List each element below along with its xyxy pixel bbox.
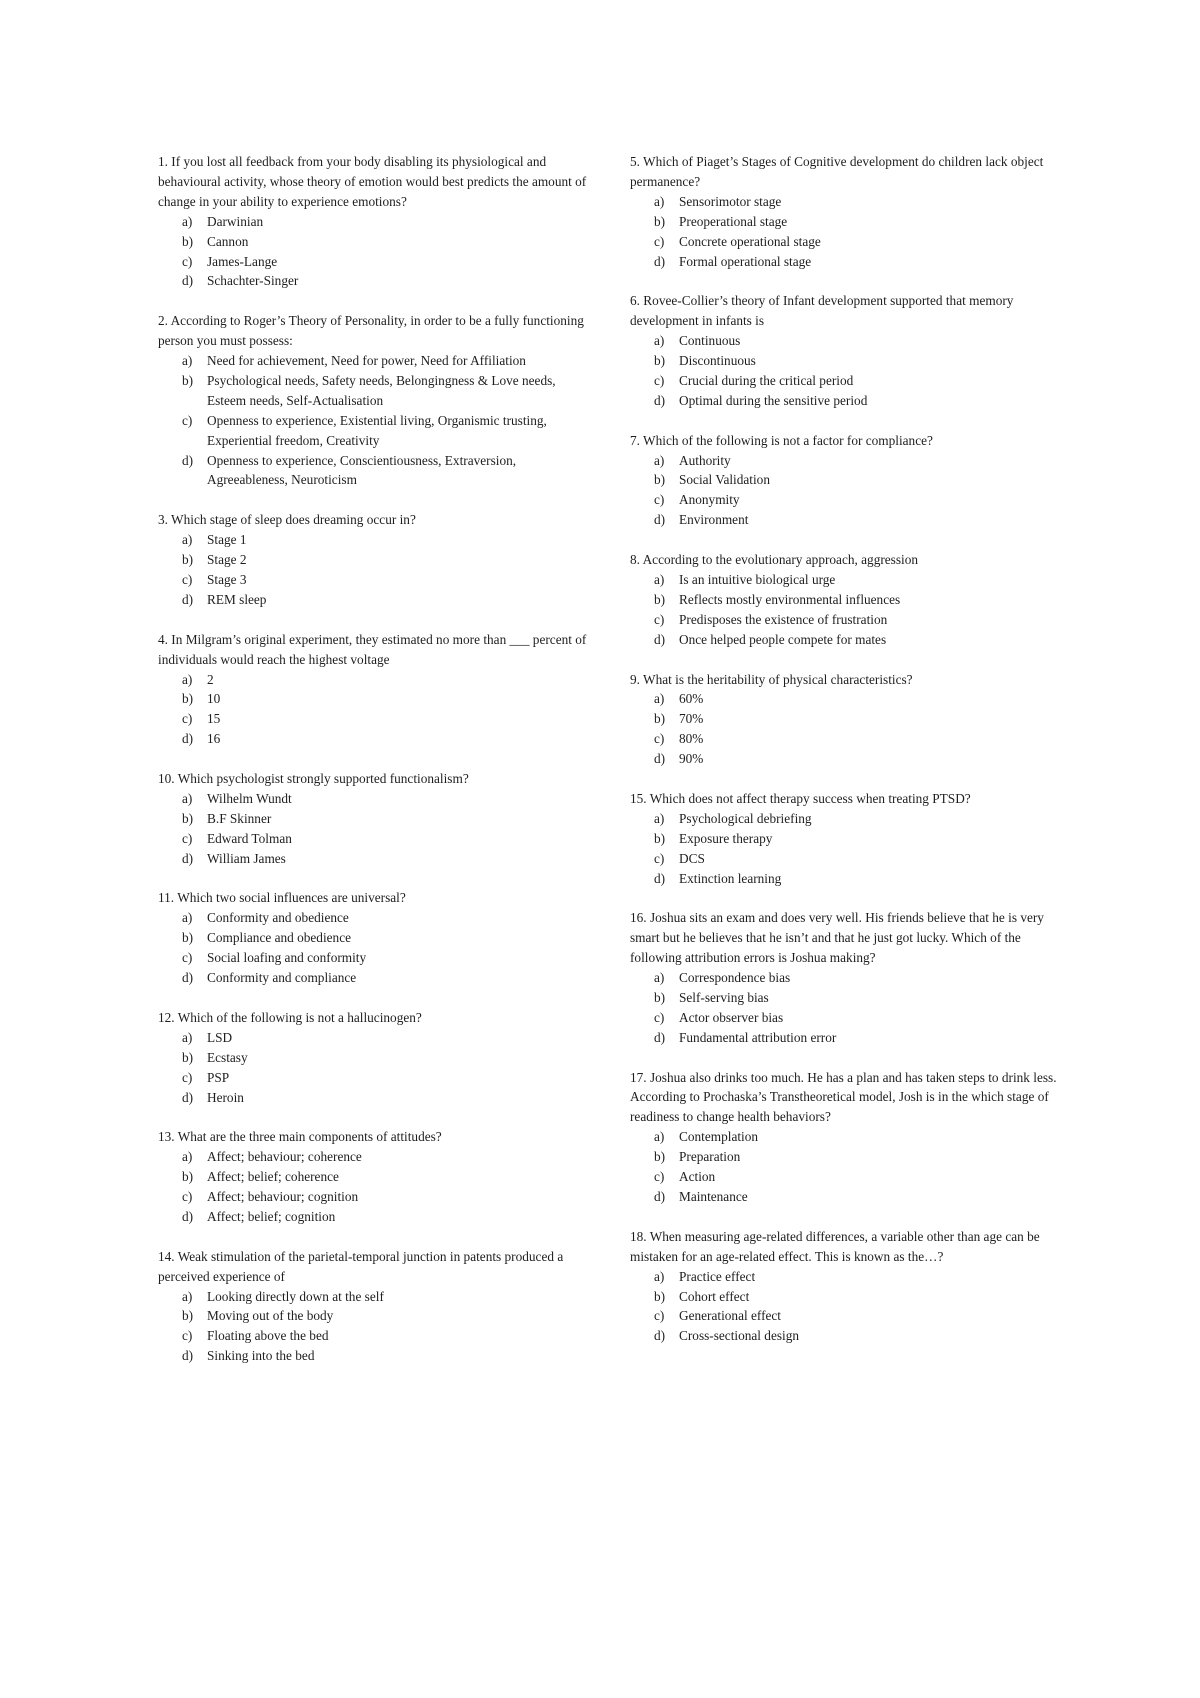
option-letter: a) (654, 810, 665, 826)
answer-option (630, 252, 1070, 272)
question-stem: 9. What is the heritability of physical characteristics? (630, 671, 913, 687)
answer-options (158, 351, 598, 490)
option-letter: c) (182, 1189, 193, 1205)
option-letter: a) (182, 1029, 193, 1045)
option-letter: a) (182, 532, 193, 548)
answer-option (630, 1306, 1070, 1326)
option-letter: a) (182, 353, 193, 369)
option-letter: b) (654, 989, 666, 1005)
answer-option (630, 1187, 1070, 1207)
option-text: 10 (207, 691, 221, 707)
answer-option (158, 1207, 598, 1227)
answer-option (630, 1267, 1070, 1287)
answer-option (630, 1127, 1070, 1147)
option-letter: b) (182, 233, 194, 249)
option-letter: d) (654, 1029, 666, 1045)
answer-option (630, 570, 1070, 590)
answer-option (158, 590, 598, 610)
option-letter: d) (654, 253, 666, 269)
answer-option (158, 829, 598, 849)
option-text: Crucial during the critical period (679, 372, 854, 388)
answer-option (630, 351, 1070, 371)
answer-option (158, 371, 598, 411)
option-text: DCS (679, 850, 705, 866)
option-letter: b) (654, 1288, 666, 1304)
answer-option (630, 709, 1070, 729)
answer-option (630, 869, 1070, 889)
option-text: Wilhelm Wundt (207, 790, 292, 806)
question-block (158, 630, 598, 749)
answer-options (630, 451, 1070, 531)
option-letter: c) (182, 1069, 193, 1085)
option-letter: a) (654, 452, 665, 468)
option-letter: c) (654, 372, 665, 388)
answer-options (630, 689, 1070, 769)
question-stem: 5. Which of Piaget’s Stages of Cognitive development do children lack object permanence? (630, 154, 1044, 189)
option-text: Preoperational stage (679, 213, 788, 229)
answer-options (630, 1127, 1070, 1207)
question-stem: 1. If you lost all feedback from your body disabling its physiological and behavioural activity, whose theory of emotion would best predicts the amount of change in your ability to experience emotions? (158, 154, 587, 209)
option-letter: c) (654, 1308, 665, 1324)
question-block (630, 291, 1070, 410)
answer-option (630, 510, 1070, 530)
option-letter: d) (654, 870, 666, 886)
option-text: 90% (679, 751, 704, 767)
option-letter: d) (654, 751, 666, 767)
question-stem: 18. When measuring age-related differences, a variable other than age can be mistaken for an age-related effect. This is known as the…? (630, 1228, 1040, 1264)
answer-option (630, 1326, 1070, 1346)
answer-option (630, 630, 1070, 650)
answer-option (158, 1346, 598, 1366)
option-letter: a) (654, 1129, 665, 1145)
answer-option (158, 948, 598, 968)
option-text: Extinction learning (679, 870, 782, 886)
option-letter: a) (654, 193, 665, 209)
option-letter: d) (182, 452, 194, 468)
option-text: Ecstasy (207, 1049, 248, 1065)
option-letter: d) (182, 273, 194, 289)
option-letter: a) (654, 970, 665, 986)
option-text: Heroin (207, 1089, 244, 1105)
option-text: Affect; belief; coherence (207, 1169, 339, 1185)
option-letter: c) (182, 253, 193, 269)
answer-option (158, 212, 598, 232)
option-text: Schachter-Singer (207, 273, 299, 289)
answer-option (630, 829, 1070, 849)
answer-options (158, 1028, 598, 1108)
option-letter: d) (182, 1348, 194, 1364)
option-letter: b) (182, 1308, 194, 1324)
answer-option (630, 212, 1070, 232)
option-letter: b) (182, 1169, 194, 1185)
option-text: Environment (679, 512, 749, 528)
question-block (630, 1227, 1070, 1346)
option-letter: b) (182, 930, 194, 946)
option-text: 80% (679, 731, 704, 747)
option-letter: d) (182, 731, 194, 747)
answer-option (158, 670, 598, 690)
answer-option (630, 1167, 1070, 1187)
option-letter: b) (654, 472, 666, 488)
answer-option (158, 1088, 598, 1108)
option-text: PSP (207, 1069, 230, 1085)
answer-option (630, 232, 1070, 252)
answer-option (158, 570, 598, 590)
option-letter: c) (654, 1009, 665, 1025)
option-letter: d) (182, 1089, 194, 1105)
question-stem: 8. According to the evolutionary approach, aggression (630, 552, 919, 568)
option-text: Moving out of the body (207, 1308, 334, 1324)
answer-option (630, 192, 1070, 212)
option-text: 70% (679, 711, 704, 727)
answer-option (158, 1028, 598, 1048)
option-text: Action (679, 1169, 716, 1185)
right-question-column (630, 152, 1070, 1366)
answer-option (630, 968, 1070, 988)
answer-option (158, 1287, 598, 1307)
option-letter: d) (182, 850, 194, 866)
answer-option (630, 1287, 1070, 1307)
option-letter: c) (182, 830, 193, 846)
answer-option (158, 252, 598, 272)
answer-options (630, 809, 1070, 889)
answer-option (630, 729, 1070, 749)
answer-option (630, 490, 1070, 510)
answer-option (158, 968, 598, 988)
answer-options (158, 789, 598, 869)
answer-options (158, 212, 598, 292)
option-letter: a) (182, 1149, 193, 1165)
option-text: Cannon (207, 233, 249, 249)
answer-option (158, 1068, 598, 1088)
option-text: 15 (207, 711, 221, 727)
answer-option (158, 908, 598, 928)
option-letter: d) (654, 392, 666, 408)
question-stem: 4. In Milgram’s original experiment, they estimated no more than ___ percent of individuals would reach the highest voltage (158, 631, 587, 667)
answer-option (630, 331, 1070, 351)
question-block (158, 1127, 598, 1227)
option-text: Openness to experience, Conscientiousness, Extraversion, Agreeableness, Neuroticism (207, 452, 517, 488)
answer-option (630, 470, 1070, 490)
option-letter: a) (654, 333, 665, 349)
option-text: Affect; behaviour; cognition (207, 1189, 359, 1205)
question-stem: 17. Joshua also drinks too much. He has a plan and has taken steps to drink less. According to Prochaska’s Transtheoretical model, Josh is in the which stage of readiness to change health behaviors? (630, 1069, 1057, 1125)
option-letter: b) (654, 711, 666, 727)
question-stem: 6. Rovee-Collier’s theory of Infant development supported that memory development in infants is (630, 293, 1014, 329)
question-block (630, 670, 1070, 770)
option-text: Affect; belief; cognition (207, 1208, 336, 1224)
option-text: REM sleep (207, 591, 267, 607)
option-letter: a) (182, 1288, 193, 1304)
option-text: 60% (679, 691, 704, 707)
option-letter: c) (654, 492, 665, 508)
answer-option (158, 411, 598, 451)
option-letter: b) (182, 552, 194, 568)
option-letter: d) (654, 631, 666, 647)
option-letter: b) (182, 810, 194, 826)
answer-options (158, 1147, 598, 1227)
option-letter: c) (654, 611, 665, 627)
option-letter: c) (182, 711, 193, 727)
option-text: Looking directly down at the self (207, 1288, 384, 1304)
option-text: Correspondence bias (679, 970, 791, 986)
option-text: Maintenance (679, 1189, 748, 1205)
answer-option (158, 1167, 598, 1187)
option-letter: d) (182, 970, 194, 986)
option-letter: b) (182, 1049, 194, 1065)
option-letter: c) (182, 950, 193, 966)
option-text: Social loafing and conformity (207, 950, 367, 966)
question-block (158, 510, 598, 610)
question-stem: 10. Which psychologist strongly supported functionalism? (158, 771, 469, 787)
answer-option (158, 1326, 598, 1346)
option-letter: c) (182, 1328, 193, 1344)
option-text: Stage 1 (207, 532, 247, 548)
option-letter: c) (182, 572, 193, 587)
option-text: Optimal during the sensitive period (679, 392, 868, 408)
option-text: 16 (207, 731, 221, 747)
option-letter: b) (654, 591, 666, 607)
question-stem: 11. Which two social influences are universal? (158, 890, 406, 906)
option-letter: c) (654, 850, 665, 866)
option-text: Cross-sectional design (679, 1328, 800, 1344)
option-letter: a) (182, 910, 193, 926)
question-stem: 7. Which of the following is not a factor for compliance? (630, 432, 933, 448)
answer-options (630, 570, 1070, 650)
option-letter: b) (182, 691, 194, 707)
option-letter: c) (654, 1169, 665, 1185)
answer-option (158, 789, 598, 809)
answer-option (158, 709, 598, 729)
option-text: Conformity and obedience (207, 910, 349, 926)
answer-option (630, 451, 1070, 471)
option-text: Practice effect (679, 1268, 756, 1284)
answer-option (158, 1048, 598, 1068)
question-stem: 14. Weak stimulation of the parietal-temporal junction in patents produced a perceived experience of (158, 1248, 564, 1284)
option-text: Affect; behaviour; coherence (207, 1149, 362, 1165)
question-block (158, 152, 598, 291)
option-text: Stage 3 (207, 572, 247, 587)
answer-option (158, 1147, 598, 1167)
answer-option (630, 590, 1070, 610)
option-text: William James (207, 850, 286, 866)
question-block (158, 888, 598, 988)
answer-option (158, 451, 598, 491)
option-letter: a) (182, 790, 193, 806)
question-stem: 13. What are the three main components of attitudes? (158, 1129, 442, 1145)
option-text: Psychological debriefing (679, 810, 812, 826)
option-text: James-Lange (207, 253, 278, 269)
answer-options (630, 192, 1070, 272)
question-block (630, 1068, 1070, 1207)
answer-option (630, 689, 1070, 709)
option-letter: a) (654, 1268, 665, 1284)
option-letter: d) (182, 591, 194, 607)
option-letter: c) (654, 731, 665, 747)
option-text: Sinking into the bed (207, 1348, 315, 1364)
question-stem: 2. According to Roger’s Theory of Personality, in order to be a fully functioning person you must possess: (158, 313, 584, 349)
question-stem: 16. Joshua sits an exam and does very well. His friends believe that he is very smart but he believes that he isn’t and that he just got lucky. Which of the following attribution errors is Joshua making? (630, 910, 1044, 966)
answer-option (158, 729, 598, 749)
option-text: LSD (207, 1029, 233, 1045)
question-stem: 3. Which stage of sleep does dreaming occur in? (158, 512, 416, 528)
option-letter: c) (654, 233, 665, 249)
option-letter: b) (654, 213, 666, 229)
option-letter: a) (654, 571, 665, 587)
option-text: Psychological needs, Safety needs, Belongingness & Love needs, Esteem needs, Self-Actualisation (207, 372, 556, 408)
option-text: Sensorimotor stage (679, 193, 782, 209)
answer-option (630, 1008, 1070, 1028)
option-letter: d) (182, 1208, 194, 1224)
answer-option (158, 351, 598, 371)
question-block (630, 789, 1070, 889)
answer-option (630, 610, 1070, 630)
option-text: Continuous (679, 333, 741, 349)
answer-option (158, 1187, 598, 1207)
answer-option (630, 1028, 1070, 1048)
answer-option (630, 749, 1070, 769)
answer-option (158, 232, 598, 252)
option-letter: a) (182, 213, 193, 229)
answer-options (158, 1287, 598, 1367)
option-text: Social Validation (679, 472, 770, 488)
option-text: Predisposes the existence of frustration (679, 611, 888, 627)
option-text: Self-serving bias (679, 989, 769, 1005)
answer-options (630, 968, 1070, 1048)
option-text: 2 (207, 671, 214, 687)
option-text: Darwinian (207, 213, 264, 229)
option-text: Need for achievement, Need for power, Need for Affiliation (207, 353, 526, 369)
answer-option (158, 849, 598, 869)
answer-option (630, 371, 1070, 391)
answer-option (630, 391, 1070, 411)
question-block (158, 769, 598, 869)
answer-option (158, 1306, 598, 1326)
option-text: Concrete operational stage (679, 233, 821, 249)
option-text: Actor observer bias (679, 1009, 784, 1025)
option-text: Authority (679, 452, 731, 468)
option-letter: a) (654, 691, 665, 707)
question-stem: 12. Which of the following is not a hallucinogen? (158, 1009, 422, 1025)
answer-option (630, 809, 1070, 829)
option-letter: b) (654, 1149, 666, 1165)
option-text: Exposure therapy (679, 830, 773, 846)
question-block (630, 431, 1070, 531)
option-text: Contemplation (679, 1129, 759, 1145)
option-text: Reflects mostly environmental influences (679, 591, 901, 607)
answer-option (158, 689, 598, 709)
option-text: Compliance and obedience (207, 930, 351, 946)
answer-option (158, 530, 598, 550)
answer-options (158, 908, 598, 988)
option-letter: d) (654, 1189, 666, 1205)
answer-option (158, 271, 598, 291)
option-text: Fundamental attribution error (679, 1029, 837, 1045)
option-letter: b) (182, 372, 194, 388)
option-letter: b) (654, 830, 666, 846)
option-text: Discontinuous (679, 353, 756, 369)
answer-option (630, 1147, 1070, 1167)
question-block (630, 908, 1070, 1047)
option-text: B.F Skinner (207, 810, 272, 826)
answer-option (158, 809, 598, 829)
left-question-column (158, 152, 598, 1386)
question-block (630, 550, 1070, 650)
question-block (158, 1247, 598, 1366)
option-text: Floating above the bed (207, 1328, 329, 1344)
answer-option (158, 928, 598, 948)
question-block (158, 311, 598, 490)
option-text: Cohort effect (679, 1288, 750, 1304)
option-text: Generational effect (679, 1308, 782, 1324)
option-letter: d) (654, 512, 666, 528)
option-text: Edward Tolman (207, 830, 292, 846)
option-text: Openness to experience, Existential living, Organismic trusting, Experiential freedom, Creativity (207, 412, 547, 448)
option-text: Preparation (679, 1149, 741, 1165)
option-letter: d) (654, 1328, 666, 1344)
option-text: Is an intuitive biological urge (679, 571, 836, 587)
question-stem: 15. Which does not affect therapy success when treating PTSD? (630, 790, 971, 806)
question-block (630, 152, 1070, 271)
option-letter: c) (182, 412, 193, 428)
answer-option (158, 550, 598, 570)
answer-options (630, 1267, 1070, 1347)
option-text: Anonymity (679, 492, 740, 508)
answer-options (630, 331, 1070, 411)
option-letter: b) (654, 353, 666, 369)
answer-options (158, 530, 598, 610)
option-letter: a) (182, 671, 193, 687)
answer-options (158, 670, 598, 750)
question-block (158, 1008, 598, 1108)
option-text: Formal operational stage (679, 253, 812, 269)
answer-option (630, 988, 1070, 1008)
answer-option (630, 849, 1070, 869)
option-text: Stage 2 (207, 552, 247, 568)
option-text: Conformity and compliance (207, 970, 357, 986)
option-text: Once helped people compete for mates (679, 631, 887, 647)
